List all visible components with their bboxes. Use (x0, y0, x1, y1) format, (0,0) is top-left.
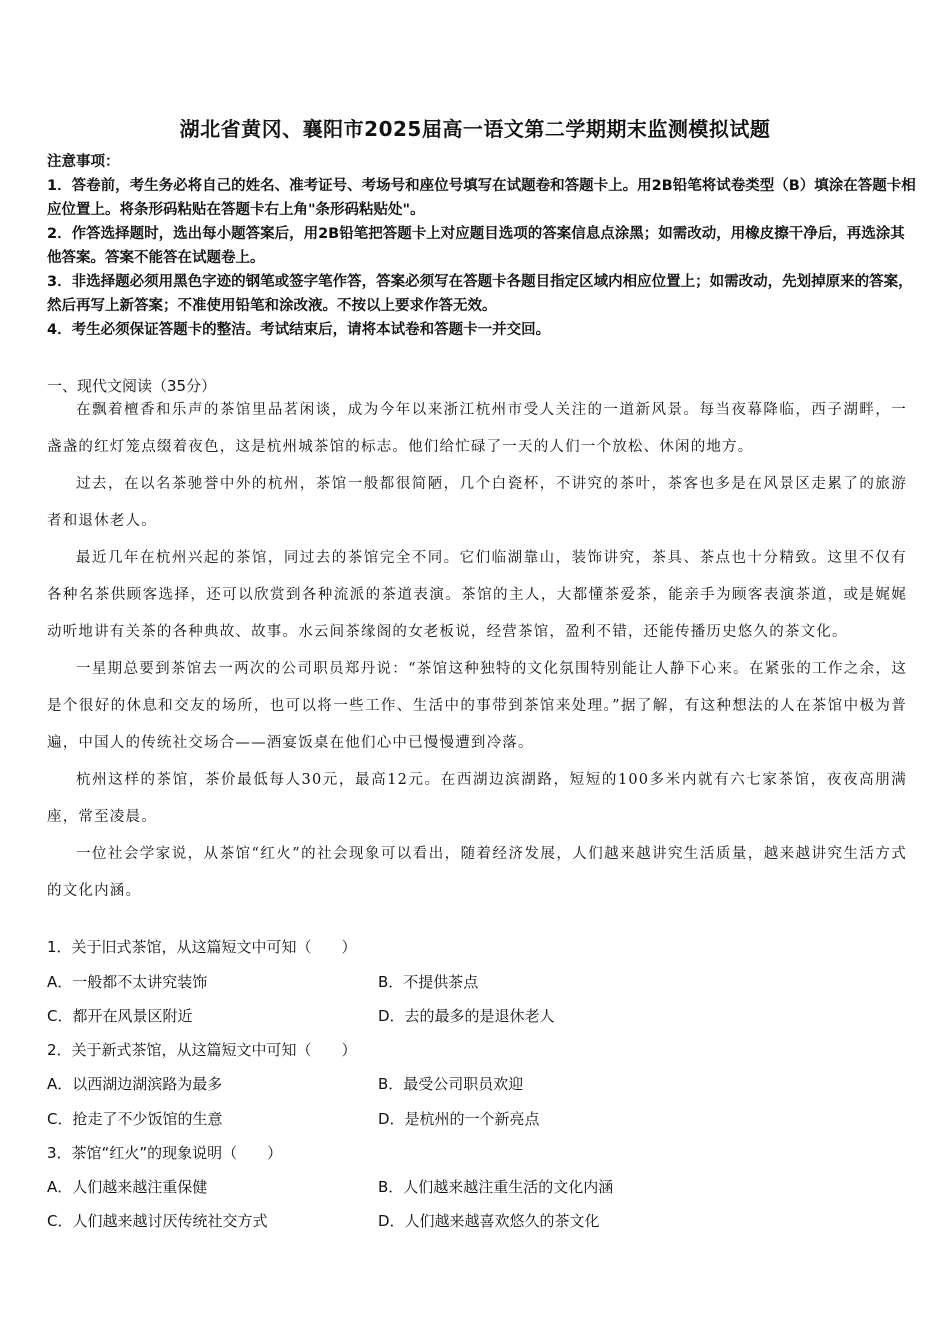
notice-block (47, 150, 917, 342)
option-b[interactable]: B．最受公司职员欢迎 (378, 1075, 524, 1093)
option-b[interactable]: B．不提供茶点 (378, 973, 479, 991)
option-a[interactable]: A．以西湖边湖滨路为最多 (47, 1075, 223, 1093)
passage-paragraph: 在飘着檀香和乐声的茶馆里品茗闲谈，成为今年以来浙江杭州市受人关注的一道新风景。每当夜幕降临，西子湖畔，一盏盏的红灯笼点缀着夜色，这是杭州城茶馆的标志。他们给忙碌了一天的人们一个放松、休闲的地方。 (47, 402, 907, 455)
reading-passage (47, 392, 907, 910)
notice-item: 2．作答选择题时，选出每小题答案后，用2B铅笔把答题卡上对应题目选项的答案信息点涂黑；如需改动，用橡皮擦干净后，再选涂其他答案。答案不能答在试题卷上。 (47, 226, 905, 266)
question-stem: 2．关于新式茶馆，从这篇短文中可知（ ） (47, 1041, 357, 1059)
section-heading: 一、现代文阅读（35分） (47, 377, 217, 395)
option-c[interactable]: C．抢走了不少饭馆的生意 (47, 1110, 223, 1128)
option-a[interactable]: A．一般都不太讲究装饰 (47, 973, 208, 991)
option-d[interactable]: D．去的最多的是退休老人 (378, 1007, 555, 1025)
option-c[interactable]: C．人们越来越讨厌传统社交方式 (47, 1212, 268, 1230)
passage-paragraph: 一位社会学家说，从茶馆“红火”的社会现象可以看出，随着经济发展，人们越来越讲究生活质量，越来越讲究生活方式的文化内涵。 (47, 846, 907, 899)
option-a[interactable]: A．人们越来越注重保健 (47, 1178, 208, 1196)
notice-heading: 注意事项： (47, 154, 120, 170)
option-d[interactable]: D．人们越来越喜欢悠久的茶文化 (378, 1212, 600, 1230)
passage-paragraph: 一星期总要到茶馆去一两次的公司职员郑丹说：“茶馆这种独特的文化氛围特别能让人静下心来。在紧张的工作之余，这是个很好的休息和交友的场所，也可以将一些工作、生活中的事带到茶馆来处理。”据了解，有这种想法的人在茶馆中极为普遍，中国人的传统社交场合——酒宴饭桌在他们心中已慢慢遭到冷落。 (47, 661, 907, 751)
notice-item: 4．考生必须保证答题卡的整洁。考试结束后，请将本试卷和答题卡一并交回。 (47, 322, 551, 338)
option-b[interactable]: B．人们越来越注重生活的文化内涵 (378, 1178, 614, 1196)
passage-paragraph: 最近几年在杭州兴起的茶馆，同过去的茶馆完全不同。它们临湖靠山，装饰讲究，茶具、茶点也十分精致。这里不仅有各种名茶供顾客选择，还可以欣赏到各种流派的茶道表演。茶馆的主人，大都懂茶爱茶，能亲手为顾客表演茶道，或是娓娓动听地讲有关茶的各种典故、故事。水云间茶缘阁的女老板说，经营茶馆，盈利不错，还能传播历史悠久的茶文化。 (47, 550, 907, 640)
question-stem: 3．茶馆“红火”的现象说明（ ） (47, 1144, 283, 1162)
exam-title: 湖北省黄冈、襄阳市2025届高一语文第二学期期末监测模拟试题 (179, 117, 771, 141)
notice-item: 1．答卷前，考生务必将自己的姓名、准考证号、考场号和座位号填写在试题卷和答题卡上。用2B铅笔将试卷类型（B）填涂在答题卡相应位置上。将条形码粘贴在答题卡右上角"条形码粘贴处"。 (47, 178, 916, 218)
option-c[interactable]: C．都开在风景区附近 (47, 1007, 193, 1025)
notice-item: 3．非选择题必须用黑色字迹的钢笔或签字笔作答，答案必须写在答题卡各题目指定区域内相应位置上；如需改动，先划掉原来的答案，然后再写上新答案；不准使用铅笔和涂改液。不按以上要求作答无效。 (47, 274, 913, 314)
question-stem: 1．关于旧式茶馆，从这篇短文中可知（ ） (47, 938, 357, 956)
passage-paragraph: 杭州这样的茶馆，茶价最低每人30元，最高12元。在西湖边滨湖路，短短的100多米内就有六七家茶馆，夜夜高朋满座，常至凌晨。 (47, 772, 907, 825)
option-d[interactable]: D．是杭州的一个新亮点 (378, 1110, 540, 1128)
passage-paragraph: 过去，在以名茶驰誉中外的杭州，茶馆一般都很简陋，几个白瓷杯，不讲究的茶叶，茶客也多是在风景区走累了的旅游者和退休老人。 (47, 476, 907, 529)
